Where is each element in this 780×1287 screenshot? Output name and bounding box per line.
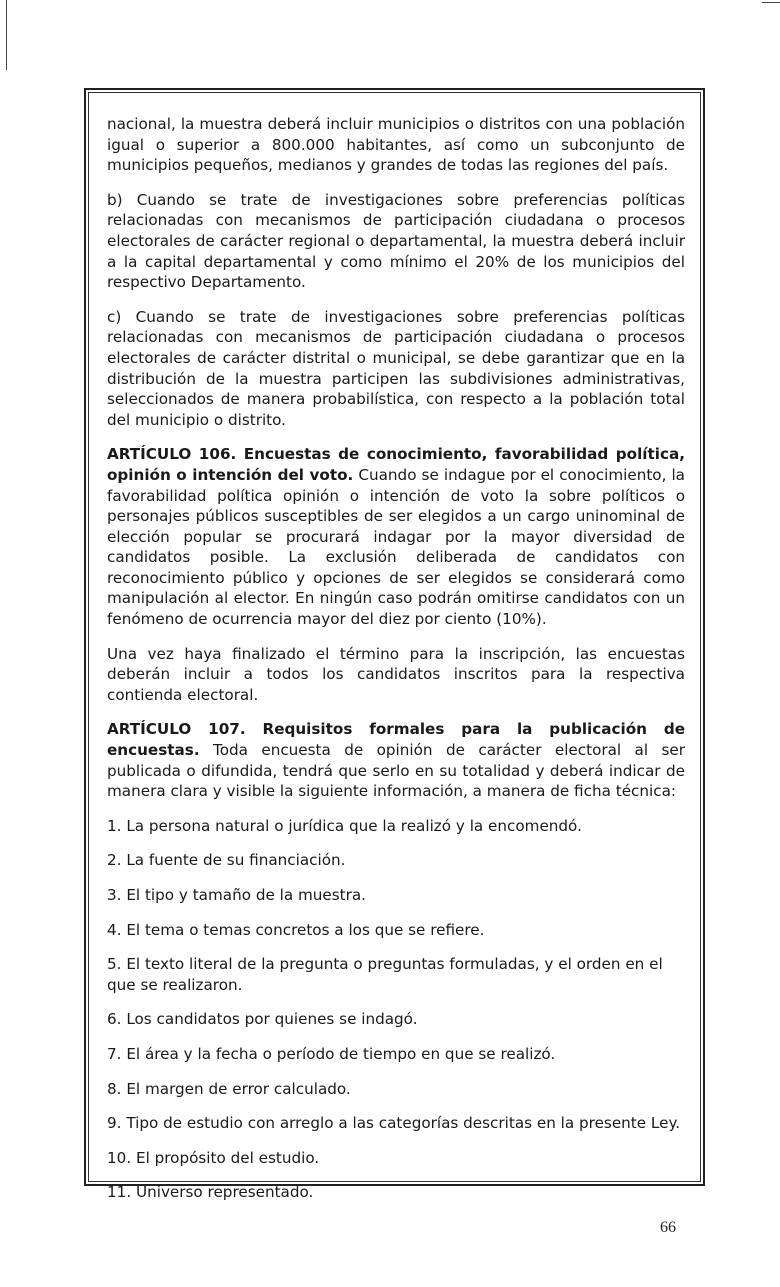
article-106-heading: ARTÍCULO 106. Encuestas de conocimiento, favorabilidad política, opinión o intención del voto. xyxy=(107,445,685,484)
list-item: 8. El margen de error calculado. xyxy=(107,1079,351,1098)
paragraph-continuation: nacional, la muestra deberá incluir municipios o distritos con una población igual o superior a 800.000 habitantes, así como un subconjunto de municipios pequeños, medianos y grandes de todas las regiones del país. xyxy=(107,115,685,175)
document-body xyxy=(107,114,685,1217)
article-106-followup: Una vez haya finalizado el término para la inscripción, las encuestas deberán incluir a todos los candidatos inscritos para la respectiva contienda electoral. xyxy=(107,644,685,704)
list-item: 2. La fuente de su financiación. xyxy=(107,851,346,870)
scan-corner-mark xyxy=(762,2,780,3)
list-item: 9. Tipo de estudio con arreglo a las categorías descritas en la presente Ley. xyxy=(107,1114,681,1133)
list-item: 10. El propósito del estudio. xyxy=(107,1148,320,1167)
paragraph-item-b: b) Cuando se trate de investigaciones sobre preferencias políticas relacionadas con mecanismos de participación ciudadana o procesos electorales de carácter regional o departamental, la muestra deberá incluir a la capital departamental y como mínimo el 20% de los municipios del respectivo Departamento. xyxy=(107,190,685,292)
article-106 xyxy=(107,444,685,629)
article-106-body: Cuando se indague por el conocimiento, la favorabilidad política opinión o intención de voto la sobre políticos o personajes públicos susceptibles de ser elegidos a un cargo uninominal de elección popular se procurará indagar por la mayor diversidad de candidatos posible. La exclusión deliberada de candidatos con reconocimiento público y opciones de ser elegidos se considerará como manipulación al elector. En ningún caso podrán omitirse candidatos con un fenómeno de ocurrencia mayor del diez por ciento (10%). xyxy=(107,465,685,629)
list-item: 1. La persona natural o jurídica que la realizó y la encomendó. xyxy=(107,816,582,835)
list-item: 5. El texto literal de la pregunta o preguntas formuladas, y el orden en el que se realizaron. xyxy=(107,955,663,994)
scan-edge-mark xyxy=(6,0,7,70)
list-item: 7. El área y la fecha o período de tiempo en que se realizó. xyxy=(107,1044,556,1063)
article-107-body: Toda encuesta de opinión de carácter electoral al ser publicada o difundida, tendrá que serlo en su totalidad y deberá indicar de manera clara y visible la siguiente información, a manera de ficha técnica: xyxy=(107,741,685,801)
list-item: 4. El tema o temas concretos a los que se refiere. xyxy=(107,920,485,939)
page-number: 66 xyxy=(660,1219,676,1236)
paragraph-item-c: c) Cuando se trate de investigaciones sobre preferencias políticas relacionadas con mecanismos de participación ciudadana o procesos electorales de carácter distrital o municipal, se debe garantizar que en la distribución de la muestra participen las subdivisiones administrativas, seleccionados de manera probabilística, con respecto a la población total del municipio o distrito. xyxy=(107,307,685,429)
article-107-heading: ARTÍCULO 107. Requisitos formales para la publicación de encuestas. xyxy=(107,720,685,760)
list-item: 3. El tipo y tamaño de la muestra. xyxy=(107,886,366,904)
list-item: 6. Los candidatos por quienes se indagó. xyxy=(107,1010,418,1029)
article-107 xyxy=(107,719,685,801)
list-item: 11. Universo representado. xyxy=(107,1183,314,1202)
